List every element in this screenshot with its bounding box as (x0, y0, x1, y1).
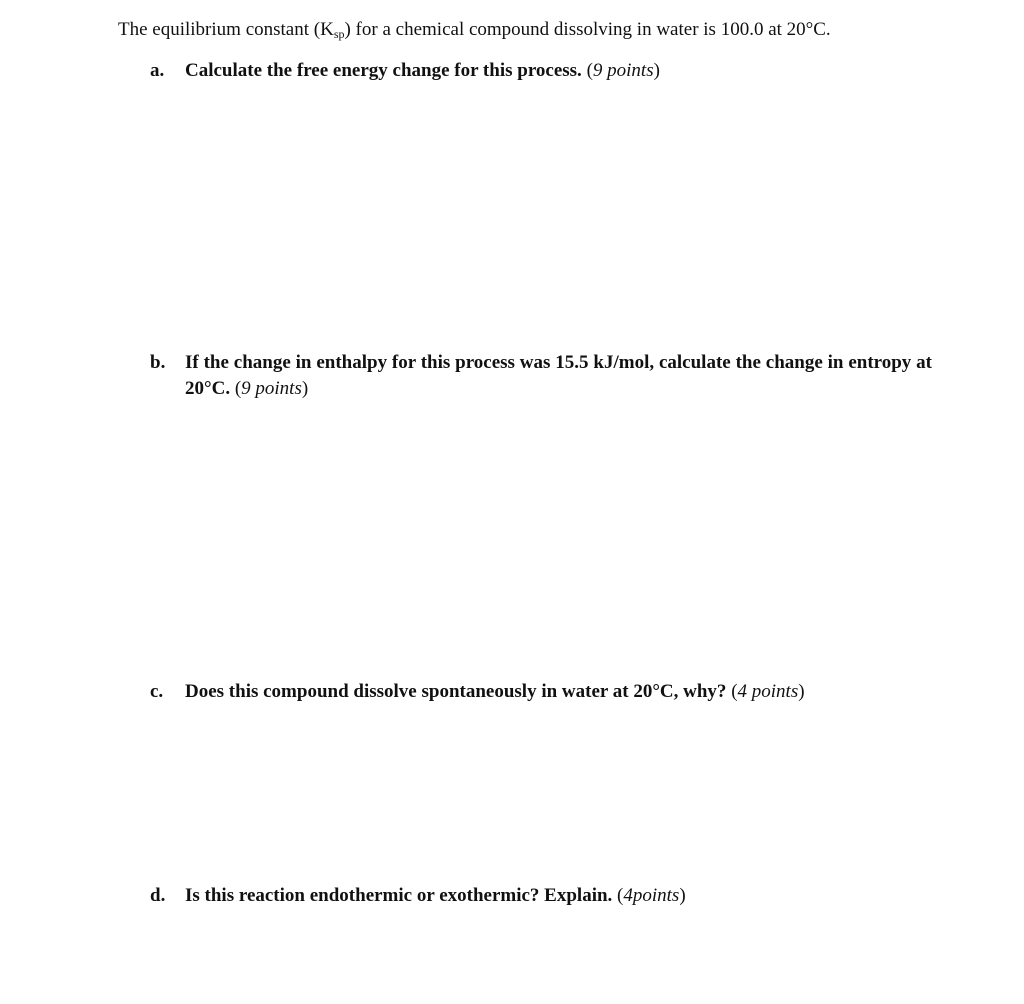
question-d-points (612, 885, 685, 906)
question-b-points-value: 9 points (241, 378, 302, 399)
question-b-points-open: ( (230, 378, 242, 399)
question-d-points-value: 4points (623, 885, 680, 906)
question-c (150, 679, 932, 705)
question-b-body (185, 350, 932, 402)
problem-statement-text-start: The equilibrium constant (K (118, 19, 334, 40)
problem-statement (118, 17, 831, 43)
question-d-label: d. (150, 885, 166, 906)
ksp-subscript: sp (333, 27, 345, 41)
question-a-body (185, 58, 932, 84)
question-a-points-close: ) (653, 60, 660, 81)
question-c-points-close: ) (798, 681, 805, 702)
question-c-label: c. (150, 681, 164, 702)
question-a-points-value: 9 points (592, 60, 654, 81)
question-c-text: Does this compound dissolve spontaneously in water at 20°C, why? (185, 681, 727, 702)
question-c-body (185, 679, 932, 705)
question-d-points-close: ) (679, 885, 686, 906)
question-d-text: Is this reaction endothermic or exothermic? Explain. (185, 885, 613, 906)
question-b-text: If the change in enthalpy for this process was 15.5 kJ/mol, calculate the change in entropy at 20°C. (185, 352, 932, 399)
question-a (150, 58, 932, 84)
question-a-text: Calculate the free energy change for this process. (185, 60, 582, 81)
question-d-body (185, 883, 932, 909)
question-c-points (726, 681, 804, 702)
question-a-label: a. (150, 60, 165, 81)
question-b-points-close: ) (301, 378, 309, 399)
question-b-label: b. (150, 352, 166, 373)
question-c-points-open: ( (726, 681, 738, 702)
problem-statement-text-end: ) for a chemical compound dissolving in water is 100.0 at 20°C. (344, 19, 831, 40)
question-d (150, 883, 932, 909)
question-a-points (582, 60, 660, 81)
question-d-points-open: ( (612, 885, 624, 906)
question-b-points (230, 378, 308, 399)
question-c-points-value: 4 points (737, 681, 799, 702)
question-a-points-open: ( (581, 60, 593, 81)
question-b (150, 350, 932, 402)
